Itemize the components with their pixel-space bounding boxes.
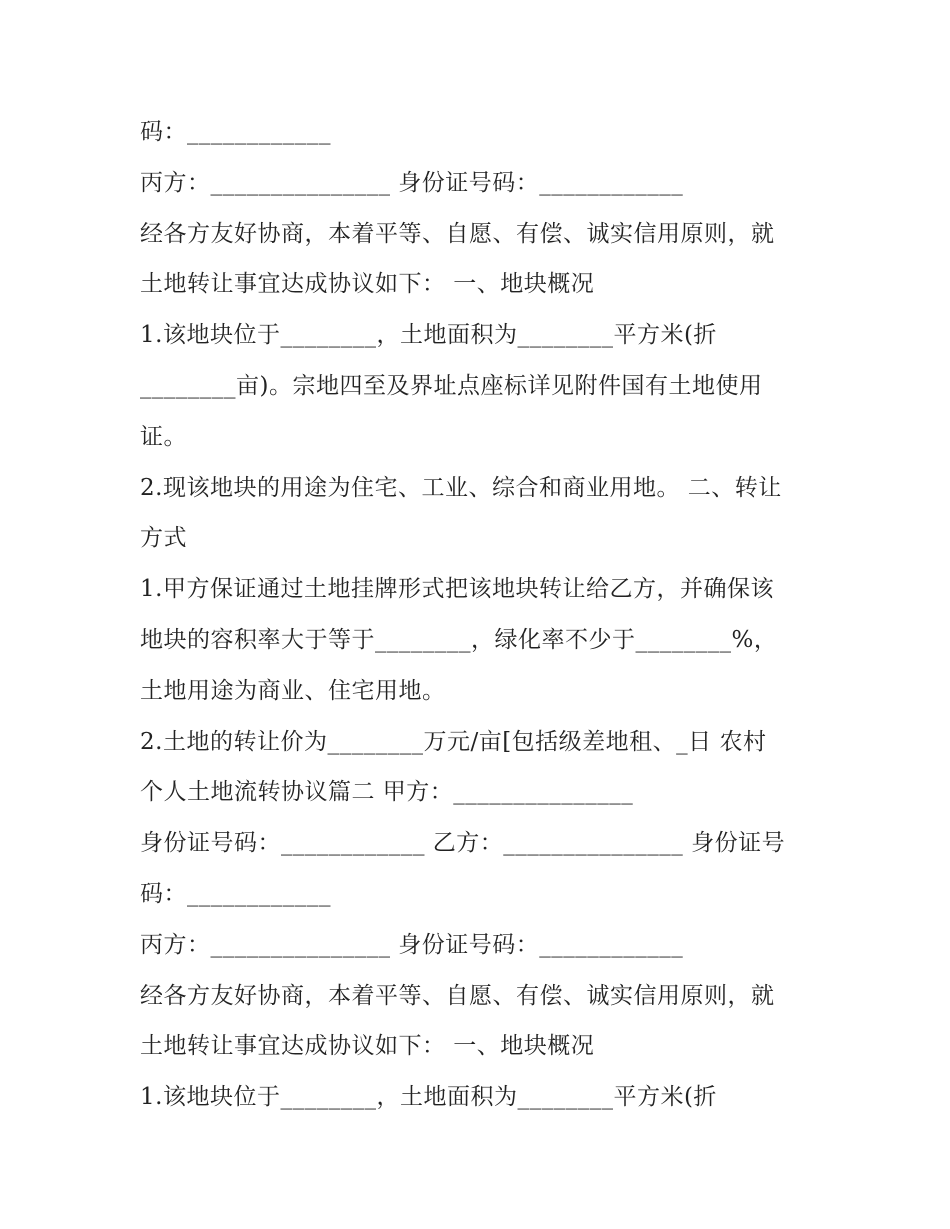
text-line: 1.该地块位于________，土地面积为________平方米(折 (140, 1084, 717, 1111)
text-line: 1.该地块位于________，土地面积为________平方米(折 (140, 322, 717, 349)
document-body (140, 107, 830, 1123)
text-line: 2.土地的转让价为________万元/亩[包括级差地租、_日 农村 (140, 728, 767, 755)
text-line: 身份证号码：____________ 乙方：_______________ 身份证号 (140, 830, 786, 857)
text-line: 个人土地流转协议篇二 甲方：_______________ (140, 779, 634, 806)
text-line: 经各方友好协商，本着平等、自愿、有偿、诚实信用原则，就 (140, 220, 775, 247)
text-line: 经各方友好协商，本着平等、自愿、有偿、诚实信用原则，就 (140, 982, 775, 1009)
text-line: 码：____________ (140, 880, 331, 907)
text-line: 2.现该地块的用途为住宅、工业、综合和商业用地。 二、转让 (140, 474, 782, 501)
text-line: 方式 (140, 525, 187, 552)
text-line: 证。 (140, 423, 187, 450)
text-line: 码：____________ (140, 119, 331, 145)
text-line: 土地转让事宜达成协议如下： 一、地块概况 (140, 271, 595, 298)
text-line: 丙方：_______________ 身份证号码：____________ (140, 931, 684, 958)
text-line: 土地用途为商业、住宅用地。 (140, 677, 446, 704)
text-line: 1.甲方保证通过土地挂牌形式把该地块转让给乙方，并确保该 (140, 576, 774, 603)
text-line: ________亩)。宗地四至及界址点座标详见附件国有土地使用 (140, 372, 763, 399)
text-line: 土地转让事宜达成协议如下： 一、地块概况 (140, 1033, 595, 1060)
text-line: 地块的容积率大于等于________，绿化率不少于________%， (140, 626, 778, 653)
text-line: 丙方：_______________ 身份证号码：____________ (140, 169, 684, 196)
